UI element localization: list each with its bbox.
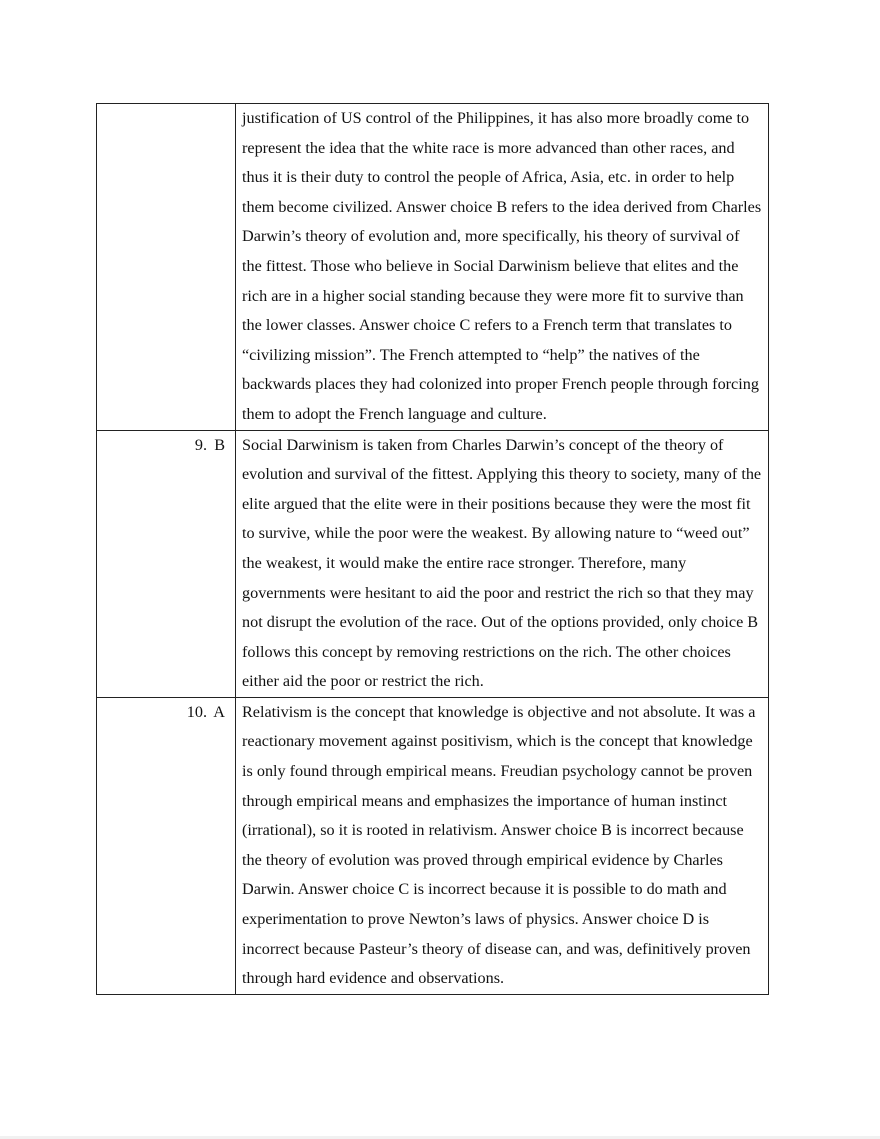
- question-number-cell: [97, 697, 236, 994]
- explanation-cell: [236, 104, 769, 431]
- table-row: [97, 104, 769, 431]
- question-number: 10.: [186, 702, 207, 721]
- explanation-text: Social Darwinism is taken from Charles Darwin’s concept of the theory of evolution and survival of the fittest. Applying this theory to society, many of the elite argued that the elite were in their positions because they were the most fit to survive, while the poor were the weakest. By allowing nature to “weed out” the weakest, it would make the entire race stronger. Therefore, many governments were hesitant to aid the poor and restrict the rich so that they may not disrupt the evolution of the race. Out of the options provided, only choice B follows this concept by removing restrictions on the rich. The other choices either aid the poor or restrict the rich.: [242, 435, 762, 691]
- question-number: 9.: [194, 435, 207, 454]
- table-row: [97, 430, 769, 697]
- explanation-cell: [236, 430, 769, 697]
- table-row: [97, 697, 769, 994]
- answer-explanations-table: [96, 103, 769, 995]
- explanation-text: Relativism is the concept that knowledge is objective and not absolute. It was a reactionary movement against positivism, which is the concept that knowledge is only found through empirical means. Freudian psychology cannot be proven through empirical means and emphasizes the importance of human instinct (irrational), so it is rooted in relativism. Answer choice B is incorrect because the theory of evolution was proved through empirical evidence by Charles Darwin. Answer choice C is incorrect because it is possible to do math and experimentation to prove Newton’s laws of physics. Answer choice D is incorrect because Pasteur’s theory of disease can, and was, definitively proven through hard evidence and observations.: [242, 702, 756, 988]
- answer-letter: A: [213, 702, 225, 721]
- answer-letter: B: [214, 435, 225, 454]
- question-number-cell: [97, 104, 236, 431]
- explanation-text: justification of US control of the Philippines, it has also more broadly come to represent the idea that the white race is more advanced than other races, and thus it is their duty to control the people of Africa, Asia, etc. in order to help them become civilized. Answer choice B refers to the idea derived from Charles Darwin’s theory of evolution and, more specifically, his theory of survival of the fittest. Those who believe in Social Darwinism believe that elites and the rich are in a higher social standing because they were more fit to survive than the lower classes. Answer choice C refers to a French term that translates to “civilizing mission”. The French attempted to “help” the natives of the backwards places they had colonized into proper French people through forcing them to adopt the French language and culture.: [242, 109, 762, 423]
- explanation-cell: [236, 697, 769, 994]
- question-number-cell: [97, 430, 236, 697]
